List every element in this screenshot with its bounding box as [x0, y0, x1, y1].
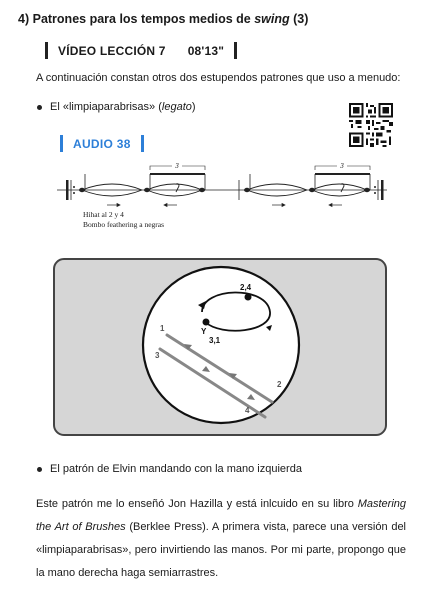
contact-point-24	[245, 294, 252, 301]
staff-note-hihat: Hihat al 2 y 4	[83, 210, 124, 219]
triplet-mark: 3	[340, 163, 344, 170]
audio-label: AUDIO 38	[73, 136, 131, 151]
bullet-elvin-text: El patrón de Elvin mandando con la mano izquierda	[50, 463, 302, 475]
label-1: 1	[160, 324, 165, 333]
body-paragraph: Este patrón me lo enseñó Jon Hazilla y está inlcuido en su libro Mastering the Art of Brushes (Berklee Press). A primera vista, parece una versión del «limpiaparabrisas», pero invirtiendo las manos. Por mi parte, propongo que la mano derecha haga semiarrastres.	[36, 498, 407, 579]
audio-tag[interactable]	[60, 135, 144, 152]
intro-text: A continuación constan otros dos estupendos patrones que uso a menudo:	[36, 72, 401, 84]
repeat-dot	[374, 192, 376, 194]
staff-note-bass: Bombo feathering a negras	[83, 220, 165, 229]
qr-code-icon[interactable]	[349, 103, 393, 147]
repeat-start-bar	[66, 180, 69, 200]
brush-motion-diagram	[52, 257, 388, 437]
drum-head	[143, 267, 299, 423]
label-3: 3	[155, 351, 160, 360]
triplet-bracket	[150, 166, 370, 170]
section-title-suffix: (3)	[289, 12, 309, 26]
repeat-dot	[73, 192, 75, 194]
section-heading	[18, 12, 308, 26]
book-title: Mastering the Art of Brushes	[36, 498, 406, 533]
triplet-mark: 3	[175, 163, 179, 170]
contact-point-31	[203, 319, 210, 326]
repeat-end-bar	[381, 180, 384, 200]
bullet-icon	[37, 105, 42, 110]
eighth-rest-icon	[176, 184, 179, 192]
repeat-dot	[73, 186, 75, 188]
section-number: 4)	[18, 12, 30, 26]
staff-notes	[83, 210, 164, 230]
music-staff	[52, 160, 392, 210]
eighth-rest-icon	[341, 184, 344, 192]
video-lesson-tag[interactable]	[45, 42, 237, 59]
video-lesson-time: 08'13"	[187, 43, 225, 58]
label-y: Y	[201, 327, 207, 336]
label-31: 3,1	[209, 336, 221, 345]
bullet-wiper-pattern	[37, 101, 196, 113]
section-title: Patrones para los tempos medios de	[32, 12, 255, 26]
note-stem	[85, 174, 370, 190]
beam	[150, 173, 370, 175]
bullet-wiper-text: El «limpiaparabrisas» (legato)	[50, 101, 196, 113]
video-lesson-label: VÍDEO LECCIÓN 7	[58, 43, 166, 58]
repeat-dot	[374, 186, 376, 188]
bullet-icon	[37, 467, 42, 472]
label-2: 2	[277, 380, 282, 389]
label-4: 4	[245, 406, 250, 415]
direction-arrow-icon	[107, 204, 342, 207]
section-title-italic: swing	[254, 12, 290, 26]
bullet-elvin-pattern	[37, 463, 302, 475]
label-24: 2,4	[240, 283, 252, 292]
